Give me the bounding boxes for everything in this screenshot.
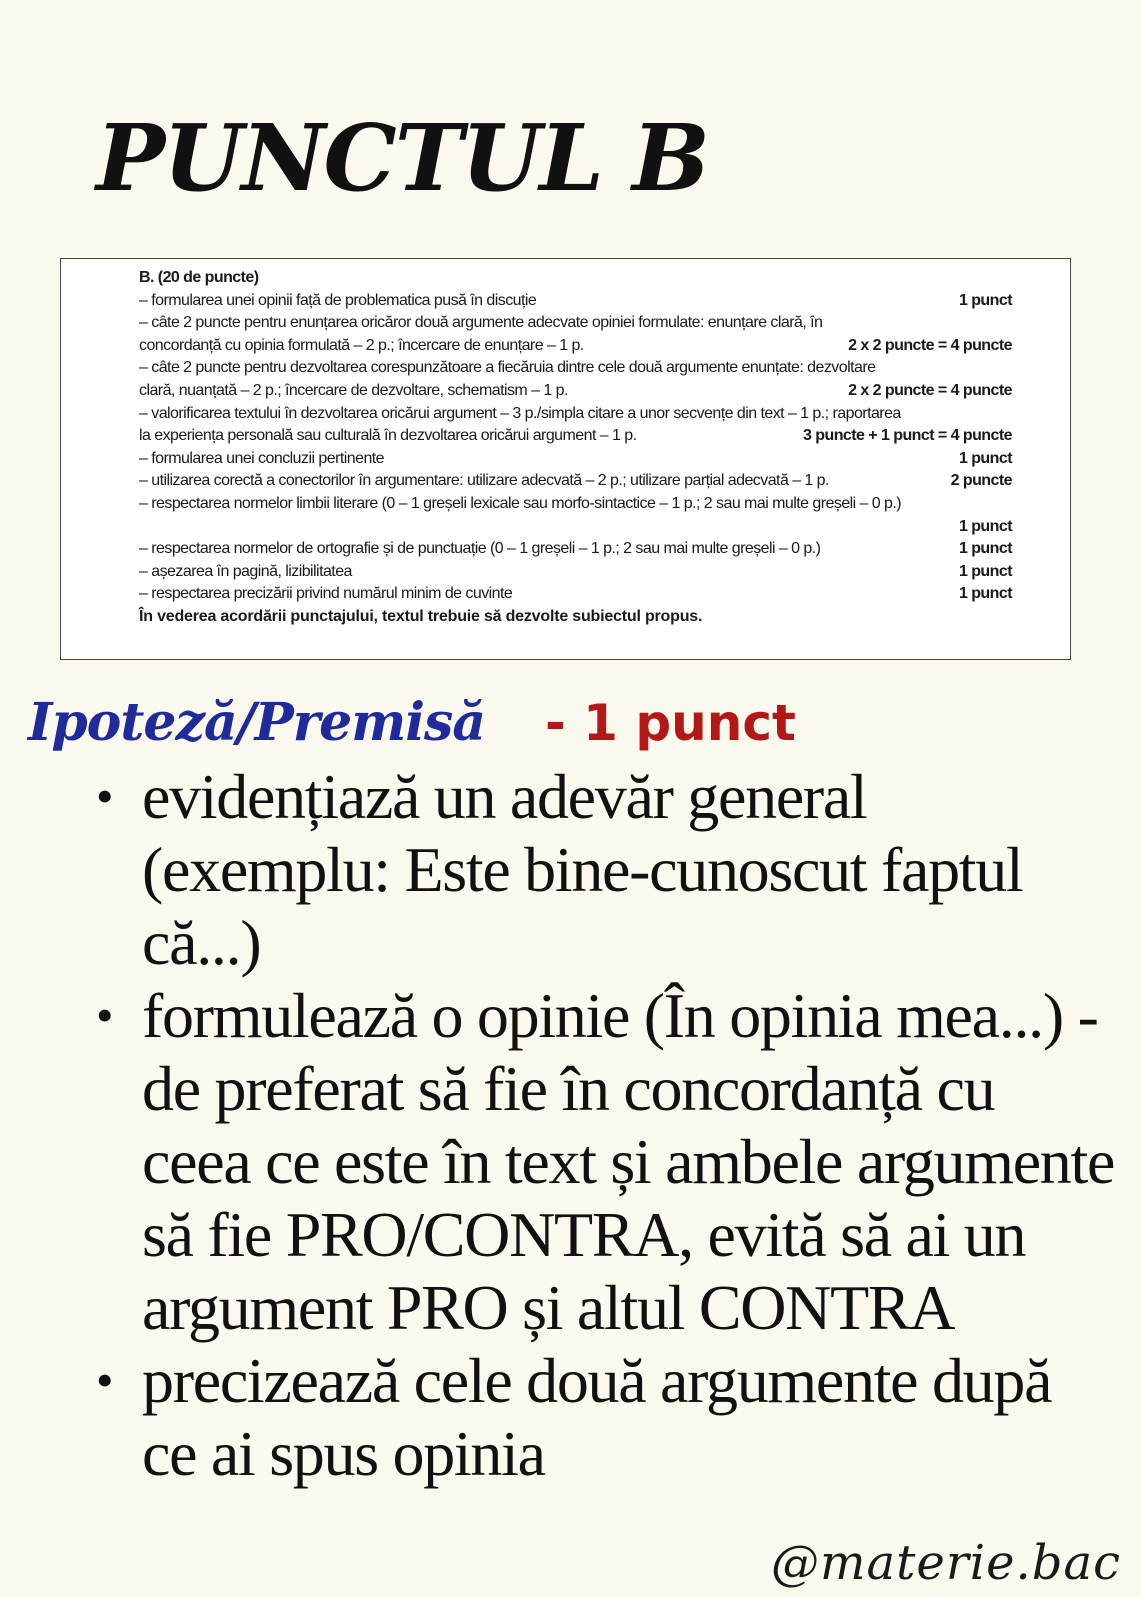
scheme-line: – respectarea normelor de ortografie și de punctuație (0 – 1 greșeli – 1 p.; 2 sau mai multe greșeli – 0 p.) 1 punct <box>139 540 1012 558</box>
scheme-points: 1 punct <box>958 517 1012 535</box>
list-item-text: evidențiază un adevăr general (exemplu: Este bine-cunoscut faptul că...) <box>142 761 1023 978</box>
scheme-line: – câte 2 puncte pentru dezvoltarea corespunzătoare a fiecăruia dintre cele două argumente enunțate: dezvoltare <box>139 359 876 377</box>
list-item <box>96 760 1116 979</box>
section-score: - 1 punct <box>545 694 796 752</box>
scheme-final-note: În vederea acordării punctajului, textul trebuie să dezvolte subiectul propus. <box>139 607 703 625</box>
scheme-header: B. (20 de puncte) <box>139 269 259 286</box>
scheme-line: concordanță cu opinia formulată – 2 p.; încercare de enunțare – 1 p. 2 x 2 puncte = 4 puncte <box>139 336 1012 354</box>
section-title: Ipoteză/Premisă <box>28 692 486 753</box>
scheme-line: – așezarea în pagină, lizibilitatea 1 punct <box>139 562 1012 580</box>
watermark-handle: @materie.bac <box>770 1535 1121 1591</box>
scheme-line: – valorificarea textului în dezvoltarea oricărui argument – 3 p./simpla citare a unor secvențe din text – 1 p.; raportarea <box>139 404 901 422</box>
list-item-text: precizează cele două argumente după ce ai spus opinia <box>142 1345 1052 1489</box>
list-item <box>96 979 1116 1344</box>
section-heading <box>28 692 796 753</box>
scheme-line: – respectarea normelor limbii literare (0 – 1 greșeli lexicale sau morfo-sintactice – 1 p.; 2 sau mai multe greșeli – 0 p.) <box>139 494 902 512</box>
scheme-line: – utilizarea corectă a conectorilor în argumentare: utilizare adecvată – 2 p.; utilizare parțial adecvată – 1 p. 2 puncte <box>139 472 1012 490</box>
bullet-icon: • <box>96 1352 113 1408</box>
page-title: PUNCTUL B <box>96 104 708 212</box>
list-item-text: formulează o opinie (În opinia mea...) - de preferat să fie în concordanță cu ceea ce este în text și ambele argumente să fie PRO/CONTRA, evită să ai un argument PRO și altul CONTRA <box>142 980 1115 1343</box>
scheme-line: la experiența personală sau culturală în dezvoltarea oricărui argument – 1 p. 3 puncte + 1 punct = 4 puncte <box>139 427 1012 445</box>
scheme-line: clară, nuanțată – 2 p.; încercare de dezvoltare, schematism – 1 p. 2 x 2 puncte = 4 puncte <box>139 381 1012 399</box>
bullet-icon: • <box>96 987 113 1043</box>
bullet-list <box>96 760 1116 1490</box>
bullet-icon: • <box>96 768 113 824</box>
scheme-line: – formularea unei concluzii pertinente 1 punct <box>139 449 1012 467</box>
scheme-line: – formularea unei opinii față de problematica pusă în discuție 1 punct <box>139 291 1012 309</box>
grading-scheme-scan <box>60 258 1071 660</box>
list-item <box>96 1344 1116 1490</box>
scheme-line: – câte 2 puncte pentru enunțarea oricăror două argumente adecvate opiniei formulate: enunțare clară, în <box>139 314 823 332</box>
scheme-line: – respectarea precizării privind numărul minim de cuvinte 1 punct <box>139 585 1012 603</box>
